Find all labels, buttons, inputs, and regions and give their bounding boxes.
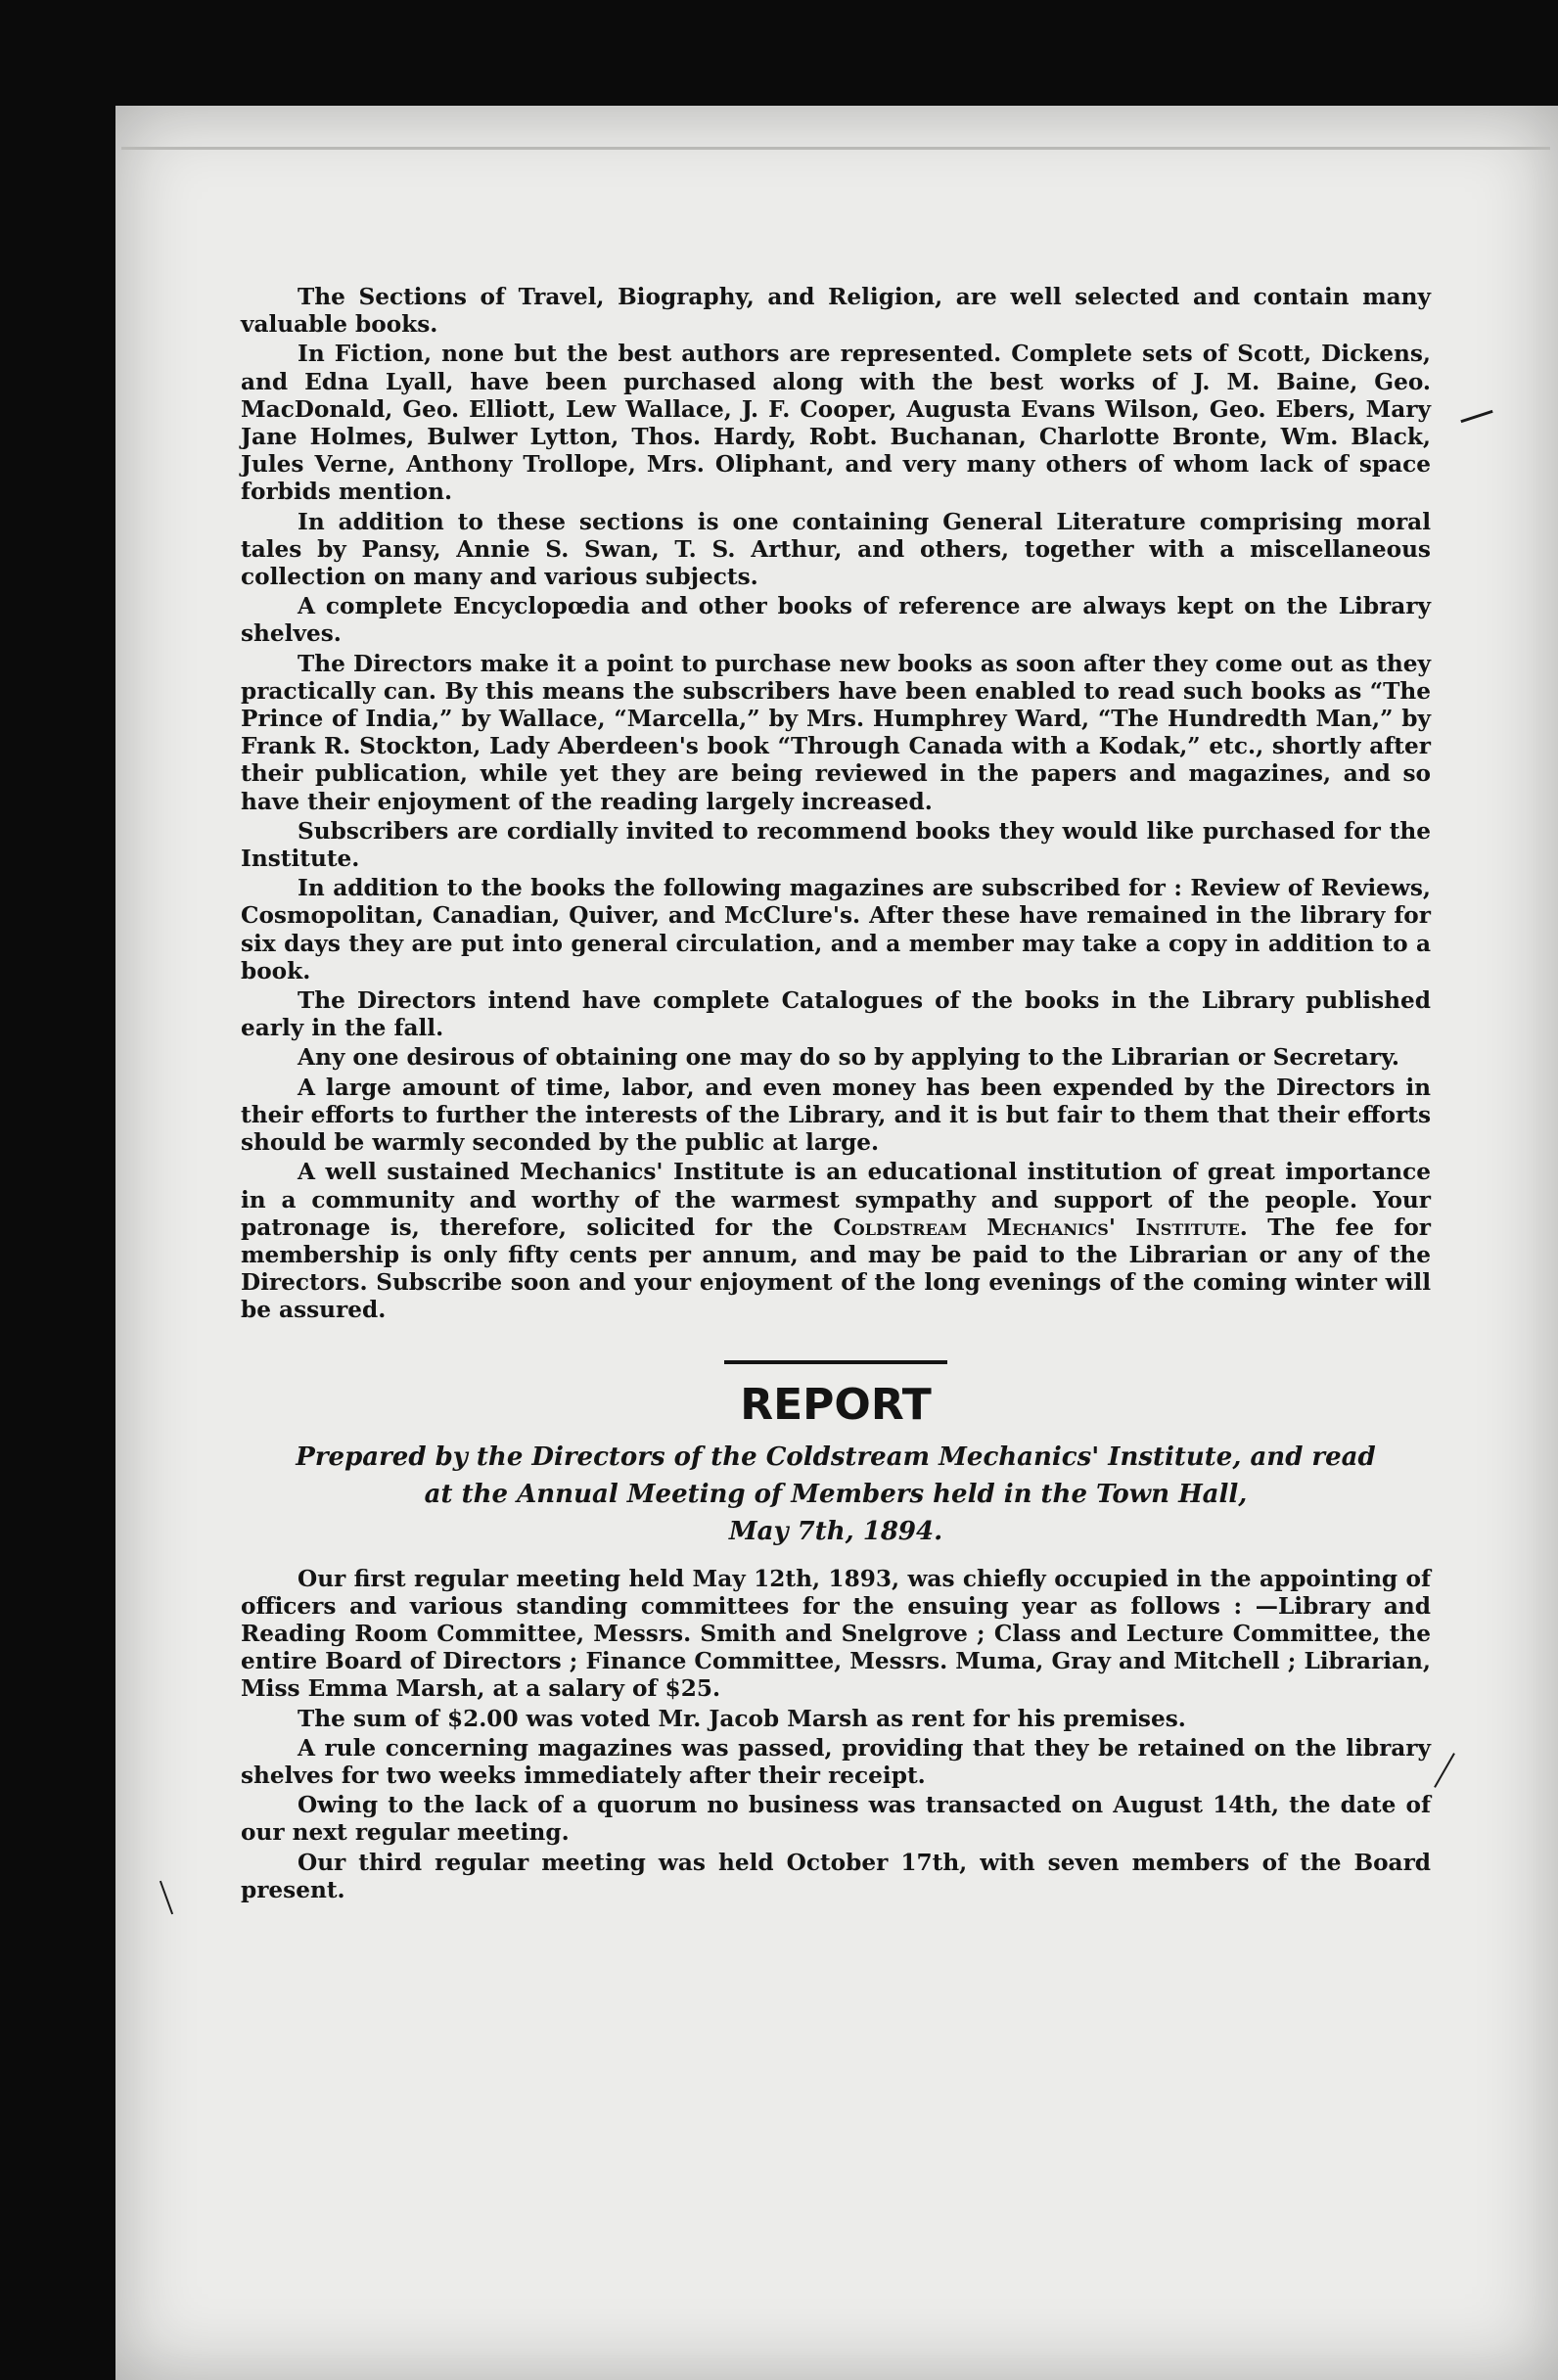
paragraph-catalogues: The Directors intend have complete Catalogues of the books in the Library published early in the fall.: [241, 987, 1431, 1042]
margin-mark: [1460, 410, 1492, 423]
document-page: [115, 106, 1558, 2380]
report-subtitle: [241, 1439, 1431, 1550]
paragraph-closing: [241, 1159, 1431, 1324]
paragraph-new-books: The Directors make it a point to purchase new books as soon after they come out as they practically can. By this means the subscribers have been enabled to read such books as “The Prince of India,” by Wallace, “Marcella,” by Mrs. Humphrey Ward, “The Hundredth Man,” by Frank R. Stockton, Lady Aberdeen's book “Through Canada with a Kodak,” etc., shortly after their publication, while yet they are being reviewed in the papers and magazines, and so have their enjoyment of the reading largely increased.: [241, 650, 1431, 815]
paragraph-magazine-rule: A rule concerning magazines was passed, providing that they be retained on the library shelves for two weeks immediately after their receipt.: [241, 1734, 1431, 1789]
margin-mark: [160, 1881, 173, 1915]
paragraph-general-literature: In addition to these sections is one containing General Literature comprising moral tales by Pansy, Annie S. Swan, T. S. Arthur, and others, together with a miscellaneous collection on many and various subjects.: [241, 508, 1431, 591]
paragraph-rent: The sum of $2.00 was voted Mr. Jacob Marsh as rent for his premises.: [298, 1705, 1186, 1732]
paragraph-third-meeting: Our third regular meeting was held October 17th, with seven members of the Board present.: [241, 1849, 1431, 1903]
report-subtitle-line-1: Prepared by the Directors of the Coldstream Mechanics' Institute, and read: [296, 1442, 1376, 1472]
paragraph-first-meeting: Our first regular meeting held May 12th, 1893, was chiefly occupied in the appointing of officers and various standing committees for the ensuing year as follows : —Library and Reading Room Committee, Messrs. Smith and Snelgrove ; Class and Lecture Committee, the entire Board of Directors ; Finance Committee, Messrs. Muma, Gray and Mitchell ; Librarian, Miss Emma Marsh, at a salary of $25.: [241, 1565, 1431, 1703]
section-divider: [724, 1360, 947, 1364]
institute-name: Coldstream Mechanics' Institute.: [833, 1213, 1248, 1241]
paragraph-magazines: In addition to the books the following magazines are subscribed for : Review of Reviews, Cosmopolitan, Canadian, Quiver, and McClure's. After these have remained in the library for six days they are put into general circulation, and a member may take a copy in addition to a book.: [241, 875, 1431, 984]
paragraph-no-quorum: Owing to the lack of a quorum no business was transacted on August 14th, the date of our next regular meeting.: [241, 1792, 1431, 1847]
paragraph-encyclopaedia: A complete Encyclopœdia and other books of reference are always kept on the Library shelves.: [241, 593, 1431, 648]
margin-mark: [1434, 1753, 1455, 1788]
report-title: REPORT: [740, 1379, 932, 1430]
paragraph-obtain-catalogue: Any one desirous of obtaining one may do so by applying to the Librarian or Secretary.: [298, 1044, 1399, 1072]
paragraph-recommend-books: Subscribers are cordially invited to recommend books they would like purchased for the Institute.: [241, 817, 1431, 873]
page-top-edge: [121, 147, 1550, 160]
paragraph-sections: The Sections of Travel, Biography, and Religion, are well selected and contain many valuable books.: [241, 284, 1431, 339]
document-body: [241, 284, 1431, 1906]
paragraph-fiction: In Fiction, none but the best authors are represented. Complete sets of Scott, Dickens, and Edna Lyall, have been purchased along with the best works of J. M. Baine, Geo. MacDonald, Geo. Elliott, Lew Wallace, J. F. Cooper, Augusta Evans Wilson, Geo. Ebers, Mary Jane Holmes, Bulwer Lytton, Thos. Hardy, Robt. Buchanan, Charlotte Bronte, Wm. Black, Jules Verne, Anthony Trollope, Mrs. Oliphant, and very many others of whom lack of space forbids mention.: [241, 341, 1431, 506]
paragraph-directors-effort: A large amount of time, labor, and even money has been expended by the Directors in their efforts to further the interests of the Library, and it is but fair to them that their efforts should be warmly seconded by the public at large.: [241, 1074, 1431, 1157]
closing-text-after: The fee for membership is only fifty cents per annum, and may be paid to the Librarian or any of the Directors. Subscribe soon and your enjoyment of the long evenings of the coming winter will be assured.: [241, 1213, 1431, 1324]
closing-text-before: A well sustained Mechanics' Institute is an educational institution of great importance in a community and worthy of the warmest sympathy and support of the people. Your patronage is, therefore, solicited for the: [241, 1159, 1431, 1241]
report-subtitle-line-3: May 7th, 1894.: [728, 1516, 943, 1546]
report-subtitle-line-2: at the Annual Meeting of Members held in the Town Hall,: [424, 1479, 1248, 1509]
